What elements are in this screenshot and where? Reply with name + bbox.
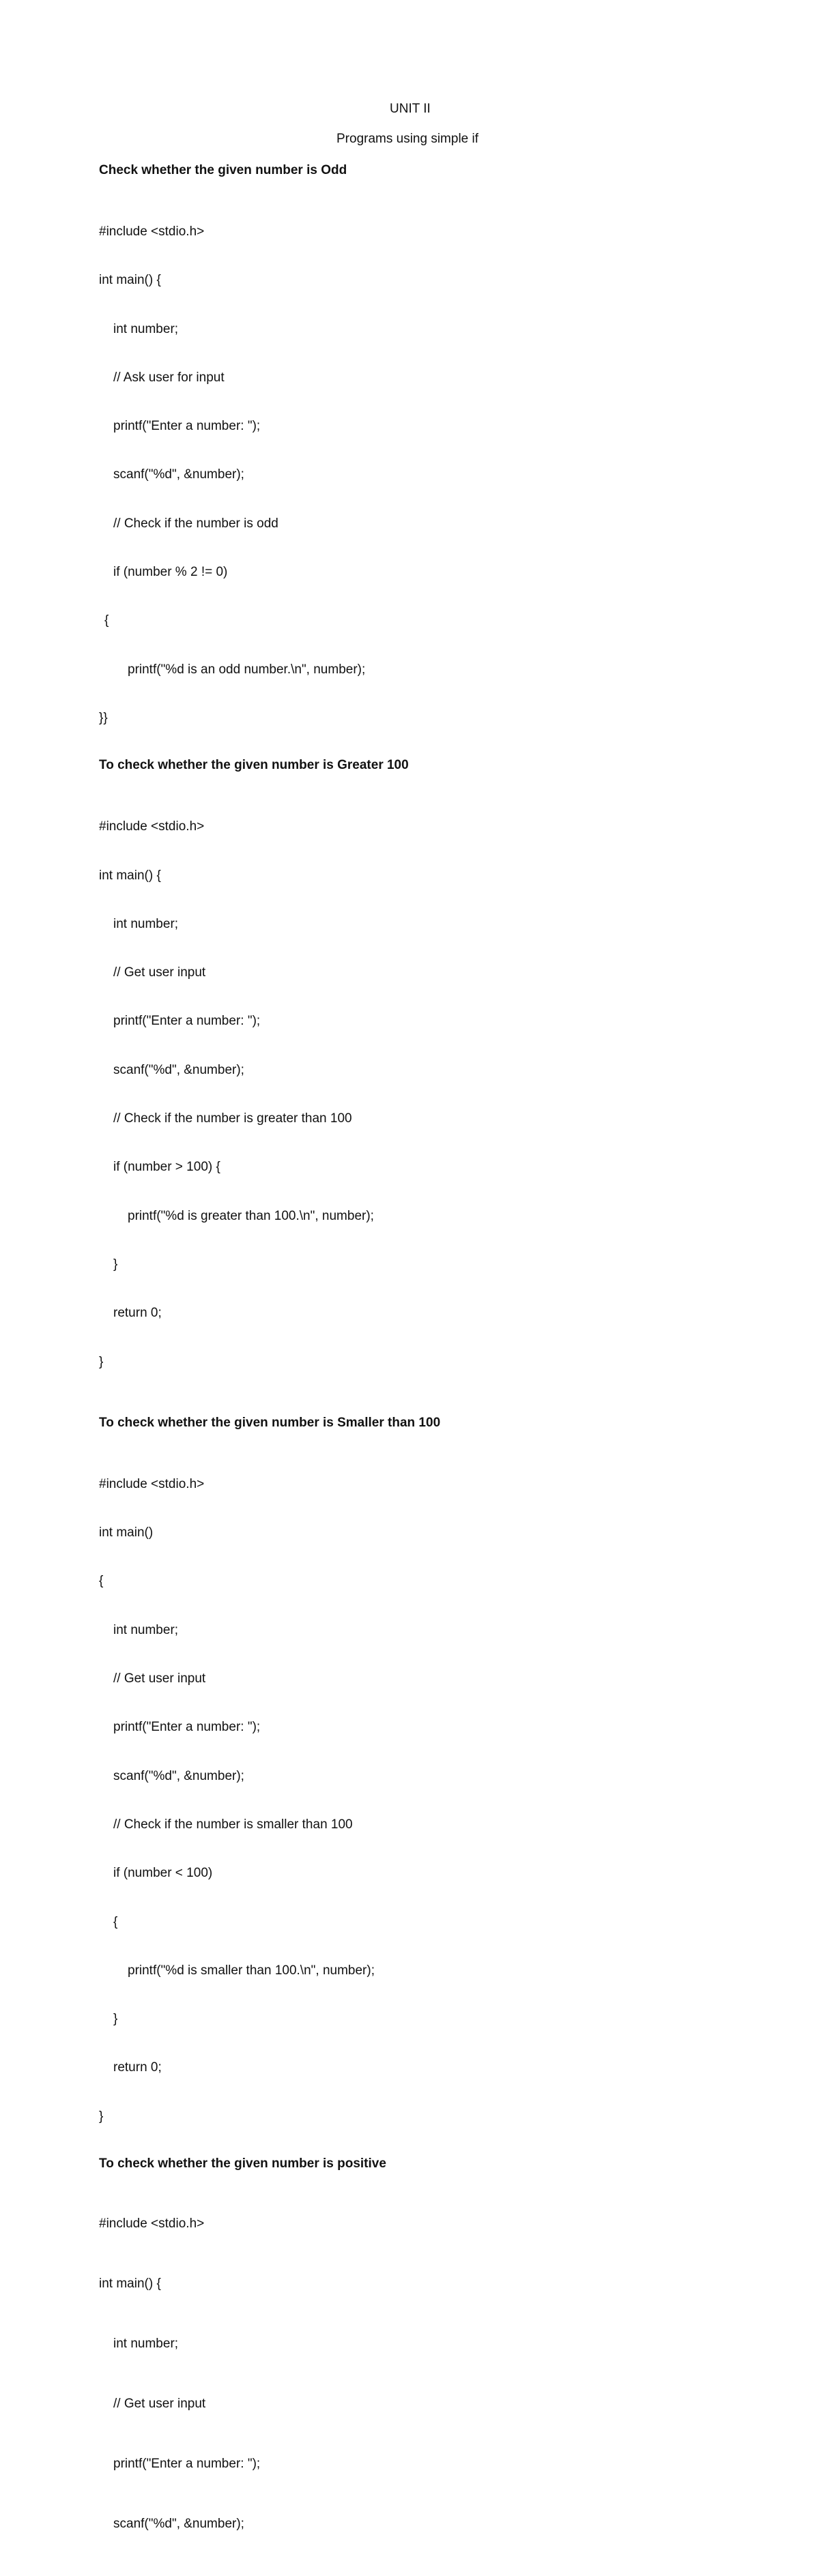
code-line: } (113, 1257, 118, 1272)
code-line: #include <stdio.h> (99, 819, 205, 834)
code-line: printf("Enter a number: "); (113, 2456, 261, 2471)
section-smaller-100 (99, 1415, 781, 2156)
code-line: printf("%d is greater than 100.\n", number); (128, 1208, 374, 1223)
code-line: printf("%d is smaller than 100.\n", number); (128, 1963, 375, 1978)
section-heading: Check whether the given number is Odd (99, 163, 347, 177)
code-line: // Get user input (113, 2396, 206, 2411)
code-line: } (99, 1354, 104, 1369)
code-block (99, 192, 781, 757)
code-line: // Check if the number is odd (113, 516, 278, 531)
code-line: int number; (113, 1622, 179, 1637)
code-line: } (113, 2012, 118, 2027)
code-line: return 0; (113, 1306, 162, 1321)
code-line: if (number < 100) (113, 1866, 213, 1881)
code-line: { (99, 1574, 104, 1589)
code-block (99, 1445, 781, 2156)
code-line: int main() { (99, 2276, 161, 2291)
code-line: // Check if the number is smaller than 100 (113, 1817, 353, 1832)
code-line: printf("Enter a number: "); (113, 1720, 261, 1735)
section-greater-100 (99, 757, 781, 1401)
document-body (99, 162, 781, 2576)
code-line: printf("Enter a number: "); (113, 1014, 261, 1029)
code-line: int number; (113, 916, 179, 931)
code-line: #include <stdio.h> (99, 224, 205, 239)
unit-title: UNIT II (390, 102, 431, 116)
code-block (99, 787, 781, 1401)
code-line: // Get user input (113, 965, 206, 980)
section-heading: To check whether the given number is Smaller than 100 (99, 1415, 441, 1430)
unit-subtitle: Programs using simple if (336, 132, 479, 146)
code-line: int main() (99, 1525, 154, 1540)
code-line: // Get user input (113, 1671, 206, 1686)
section-positive (99, 2156, 781, 2576)
code-line: }} (99, 710, 108, 725)
code-line: int main() { (99, 273, 161, 288)
code-line: // Check if the number is greater than 100 (113, 1111, 352, 1126)
code-line: } (99, 2109, 104, 2124)
code-line: return 0; (113, 2060, 162, 2075)
code-line: // Ask user for input (113, 370, 225, 385)
code-line: scanf("%d", &number); (113, 2516, 244, 2531)
code-line: if (number % 2 != 0) (113, 565, 228, 580)
code-block (99, 2186, 781, 2576)
code-line: scanf("%d", &number); (113, 1768, 244, 1783)
code-line: scanf("%d", &number); (113, 467, 244, 482)
code-line: scanf("%d", &number); (113, 1062, 244, 1077)
section-heading: To check whether the given number is positive (99, 2156, 386, 2171)
code-line: { (113, 1914, 118, 1929)
code-line: int number; (113, 2336, 179, 2351)
code-line: printf("Enter a number: "); (113, 419, 261, 434)
code-line: if (number > 100) { (113, 1160, 220, 1175)
code-line: #include <stdio.h> (99, 2216, 205, 2231)
section-heading: To check whether the given number is Greater 100 (99, 758, 409, 773)
code-line: int main() { (99, 868, 161, 883)
section-odd (99, 162, 781, 757)
code-line: printf("%d is an odd number.\n", number); (128, 662, 366, 677)
code-line: #include <stdio.h> (99, 1476, 205, 1491)
code-line: int number; (113, 321, 179, 336)
code-line: { (104, 613, 109, 628)
